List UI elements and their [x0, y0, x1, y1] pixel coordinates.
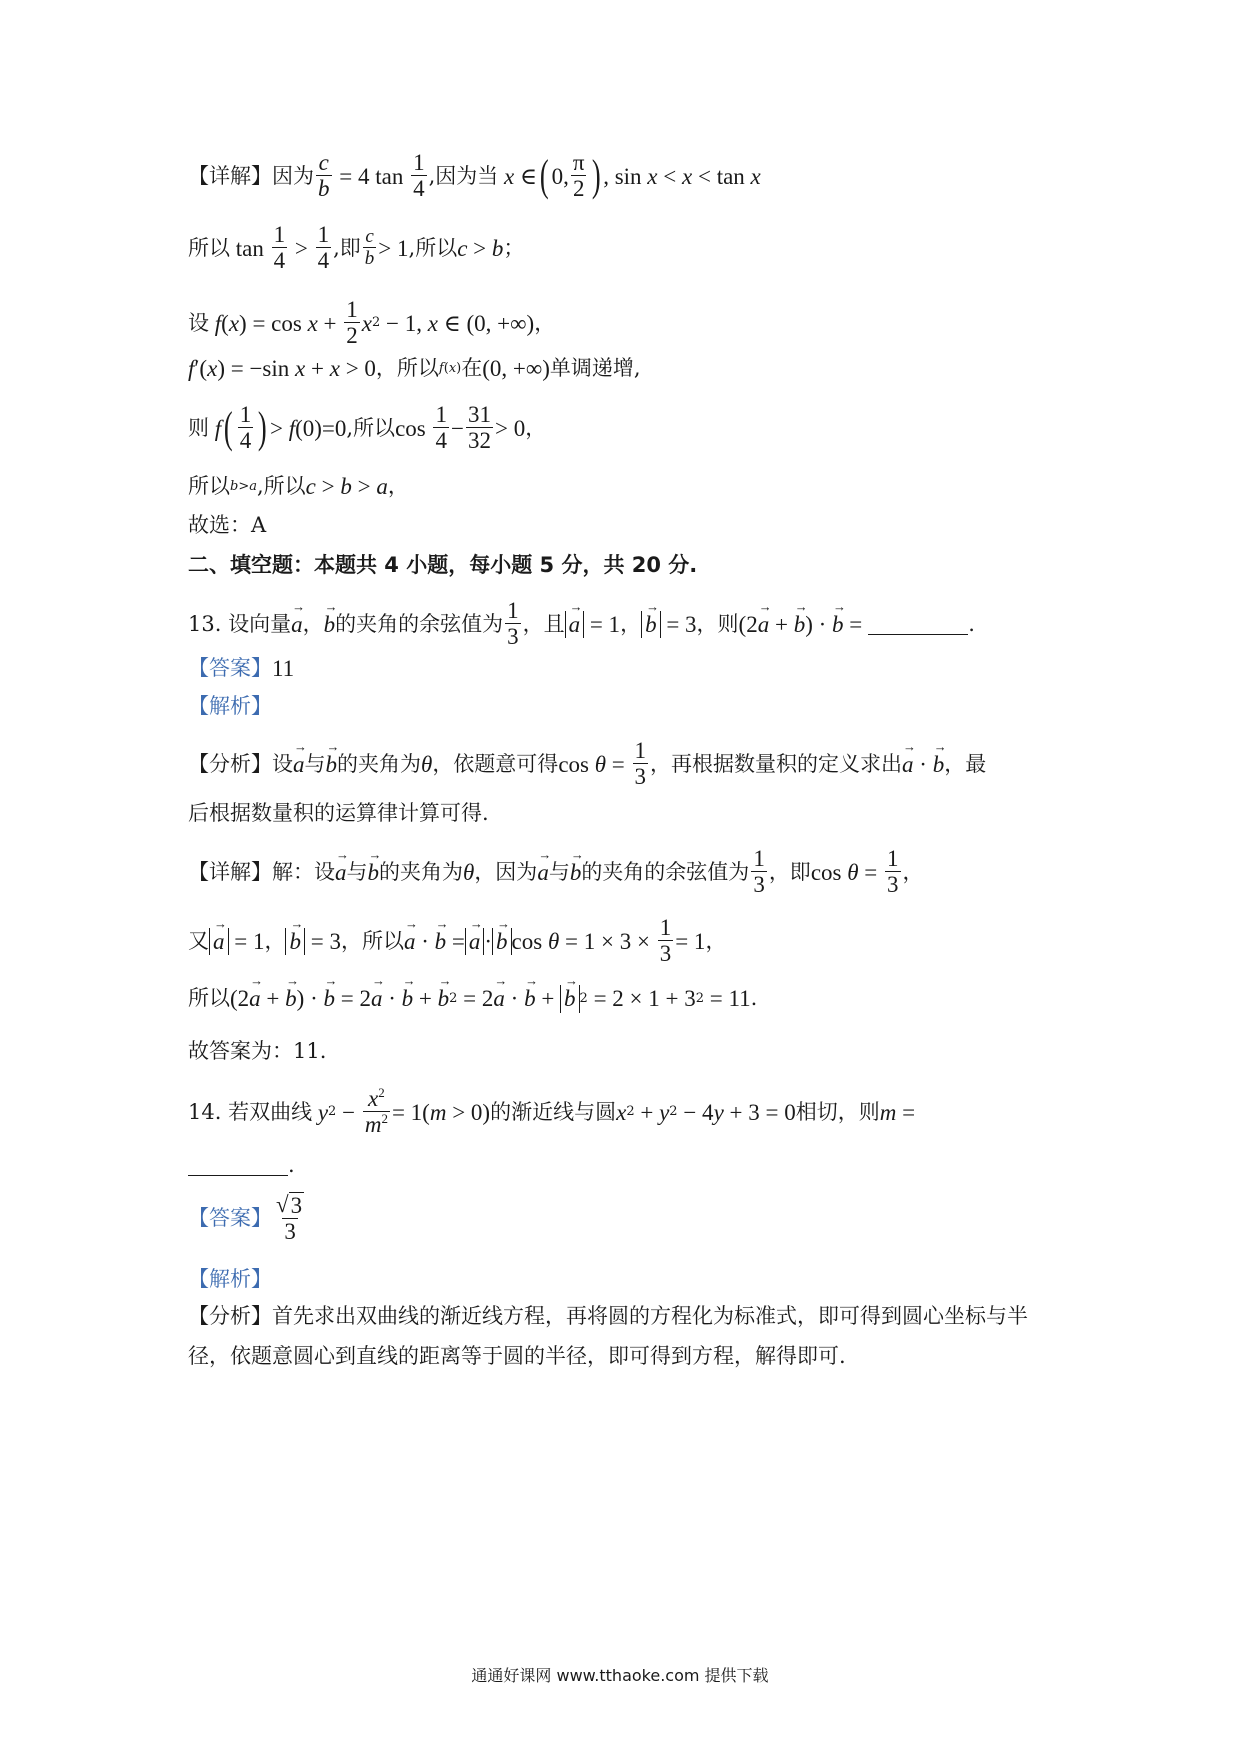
detail-line-5: 则 f ( $\frac{1}{4}$ ) > f(0)=0 ,所以 cos $\frac{1}{4}$ − $\frac{31}{32}$ > 0 ， — [188, 402, 547, 454]
question-14: 14. 若双曲线 y 2 − $\frac{x^2}{m^2}$ = 1(m > 0) 的渐近线与圆 x 2 + y 2 − 4y + 3 = 0 相切，则 m = — [188, 1085, 916, 1138]
answer-choice-line: 故选：A — [188, 513, 267, 537]
page-footer: 通通好课网 www.tthaoke.com 提供下载 — [471, 1666, 769, 1685]
detail-line-1: 【详解】 因为 $\frac{c}{b}$ = 4 tan $\frac{1}{4}$ ,因为当 x ∈ ( 0, $\frac{\pi}{2}$ ) , sin x < x < tan x — [188, 150, 761, 202]
detail-tag: 【详解】 — [188, 163, 272, 188]
detail-line-2: 所以 tan $\frac{1}{4}$ > $\frac{1}{4}$ ,即 $\frac{c}{b}$ > 1 ,所以 c > b ； — [188, 222, 525, 274]
q13-detail-line-1: 【详解】 解：设 → a 与 → b 的夹角为 θ ，因为 → a 与 → b 的夹角的余弦值为 $\frac{1}{3}$ ，即 cos θ = $\frac{1}{3}$ ， — [188, 846, 924, 899]
q14-fenxi-line-1: 【分析】 首先求出双曲线的渐近线方程，再将圆的方程化为标准式，即可得到圆心坐标与半 — [188, 1304, 1028, 1328]
q14-answer: 【答案】 √ 3 3 — [188, 1192, 303, 1245]
answer-blank — [868, 614, 968, 635]
detail-line-4: f′(x) = −sin x + x > 0 ，所以 f(x) 在 (0, +∞) 单调递增, — [188, 356, 641, 381]
q13-final-answer: 故答案为：11. — [188, 1039, 327, 1063]
question-13: 13. 设向量 → a ， → b 的夹角的余弦值为 $\frac{1}{3}$ ，且 → a = 1 ， → b = 3 ，则 (2→ a + → b) · → b = . — [188, 598, 975, 651]
detail-line-3: 设 f(x) = cos x + $\frac{1}{2}$ x 2 − 1, x ∈ (0, +∞) ， — [188, 297, 556, 349]
q13-jiexi: 【解析】 — [188, 694, 272, 718]
q13-fenxi-line-1: 【分析】 设 → a 与 → b 的夹角为 θ ，依题意可得 cos θ = $\frac{1}{3}$ ，再根据数量积的定义求出 → a · → b ，最 — [188, 738, 986, 791]
q13-detail-line-2: 又 → a = 1 ， → b = 3 ，所以 → a · → b = → a · → b cos θ = 1 × 3 × $\frac{1}{3}$ = 1 ， — [188, 915, 726, 968]
q14-fenxi-line-2: 径，依题意圆心到直线的距离等于圆的半径，即可得到方程，解得即可. — [188, 1344, 846, 1368]
q13-detail-line-3: 所以 (2→ a + → b) · → b = 2→ a · → b + → b 2 = 2→ a · → b + → b 2 = 2 × 1 + 3 2 = 11 . — [188, 985, 757, 1013]
q14-jiexi: 【解析】 — [188, 1267, 272, 1291]
q13-answer: 【答案】 11 — [188, 656, 295, 681]
q13-fenxi-line-2: 后根据数量积的运算律计算可得. — [188, 801, 489, 825]
q14-blank-line: . — [188, 1154, 295, 1177]
answer-blank — [188, 1155, 288, 1176]
detail-line-6: 所以 b>a ,所以 c > b > a ， — [188, 474, 409, 499]
section-2-title: 二、填空题：本题共 4 小题，每小题 5 分，共 20 分. — [188, 553, 698, 577]
